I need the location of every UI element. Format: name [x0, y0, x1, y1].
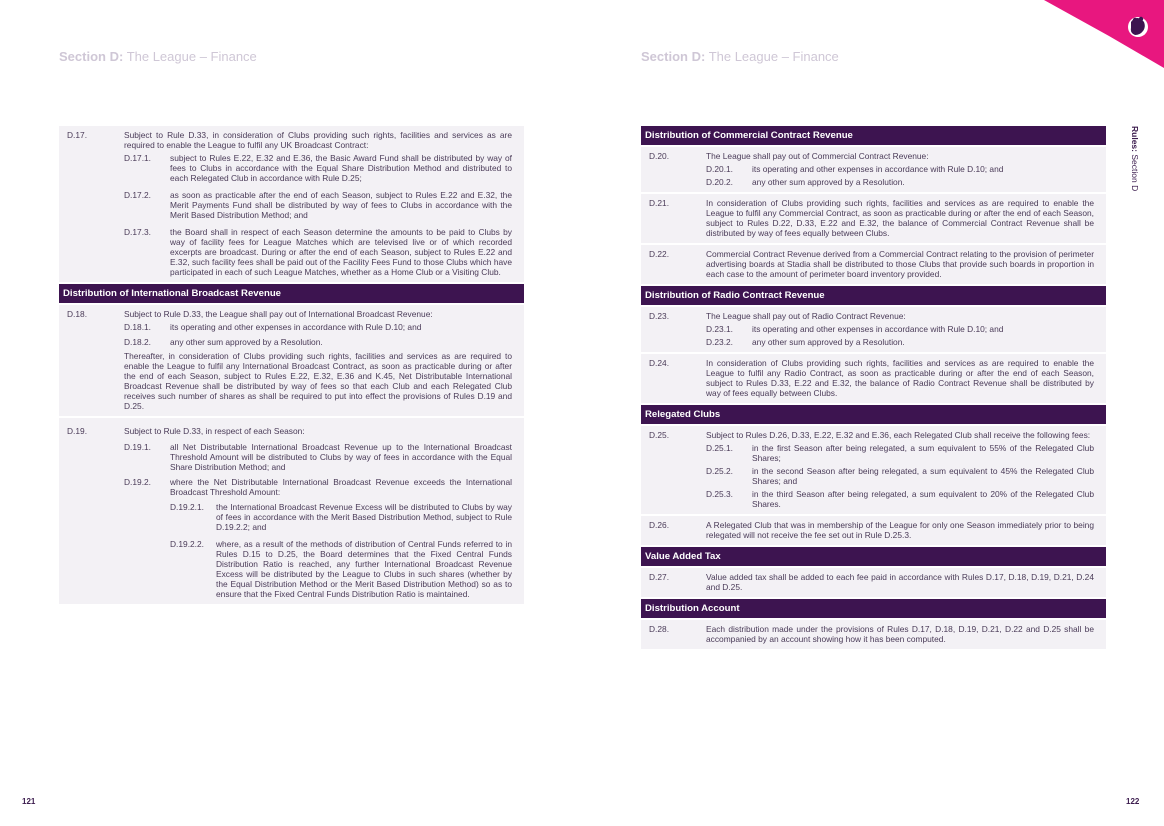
subrule-text: in the first Season after being relegated, a sum equivalent to 55% of the Relegated Club Shares;: [752, 443, 1094, 463]
right-column: [641, 126, 1106, 651]
subrule-text: its operating and other expenses in accordance with Rule D.10; and: [170, 322, 422, 332]
subrule-number: D.20.2.: [706, 177, 734, 187]
rule-text: Commercial Contract Revenue derived from a Commercial Contract relating to the provision of perimeter advertising boards at Stadia shall be distributed to those Clubs that provide such boards in proportion in each case to the amount of perimeter board inventory provided.: [706, 249, 1094, 279]
rule-number: D.22.: [649, 249, 670, 259]
subrule-number: D.20.1.: [706, 164, 734, 174]
subrule-text: subject to Rules E.22, E.32 and E.36, the Basic Award Fund shall be distributed by way of fees to Clubs in accordance with the Equal Share Distribution Method and distributed to each Relegated Club in accordance with Rule D.25;: [170, 153, 512, 183]
rule-d27: [641, 568, 1106, 597]
section-header-international: Distribution of International Broadcast Revenue: [59, 284, 524, 303]
rule-d23: [641, 307, 1106, 352]
subrule-text: where the Net Distributable International Broadcast Revenue exceeds the International Broadcast Threshold Amount:: [170, 477, 512, 497]
subrule-number: D.17.2.: [124, 190, 152, 200]
rule-number: D.27.: [649, 572, 670, 582]
rule-number: D.19.: [67, 426, 88, 436]
section-header-radio: Distribution of Radio Contract Revenue: [641, 286, 1106, 305]
subrule-number: D.23.1.: [706, 324, 734, 334]
subrule-text: any other sum approved by a Resolution.: [170, 337, 323, 347]
page-title-left: Section D: The League – Finance: [59, 49, 257, 64]
subrule-text: in the third Season after being relegated, a sum equivalent to 20% of the Relegated Club Shares.: [752, 489, 1094, 509]
subrule-text: its operating and other expenses in accordance with Rule D.10; and: [752, 324, 1004, 334]
section-header-vat: Value Added Tax: [641, 547, 1106, 566]
rule-text: Each distribution made under the provisions of Rules D.17, D.18, D.19, D.21, D.22 and D.25 shall be accompanied by an account showing how it has been computed.: [706, 624, 1094, 644]
rule-d24: [641, 354, 1106, 403]
subrule-text: all Net Distributable International Broadcast Revenue up to the International Broadcast Threshold Amount will be distributed to Clubs by way of fees in accordance with the Equal Share Distribution Method; and: [170, 442, 512, 472]
rule-text: In consideration of Clubs providing such rights, facilities and services as are required to enable the League to fulfil any Commercial Contract, as soon as practicable during or after the end of each Season, subject to Rules D.22, D.33, E.22 and E.32, the balance of Commercial Contract Revenue shall be distributed by way of fees equally between Clubs.: [706, 198, 1094, 238]
subrule-number: D.19.1.: [124, 442, 152, 452]
corner-decoration: [994, 0, 1164, 70]
rule-number: D.26.: [649, 520, 670, 530]
rule-number: D.24.: [649, 358, 670, 368]
subsubrule-text: the International Broadcast Revenue Excess will be distributed to Clubs by way of fees in accordance with the Merit Based Distribution Method, subject to Rule D.19.2.2; and: [216, 502, 512, 532]
rule-d26: [641, 516, 1106, 545]
subrule-number: D.25.3.: [706, 489, 734, 499]
rule-d18: [59, 305, 524, 416]
subsubrule-text: where, as a result of the methods of distribution of Central Funds referred to in Rules D.15 to D.25, the Board determines that the Fixed Central Funds Distribution Ratio is reached, any further International Broadcast Revenue Excess will be distributed by the League to Clubs in such shares (whether by the Equal Distribution Method or the Merit Based Distribution Method) so as to ensure that the Fixed Central Funds Distribution Ratio is maintained.: [216, 539, 512, 599]
subrule-number: D.18.2.: [124, 337, 152, 347]
subrule-number: D.19.2.: [124, 477, 152, 487]
rule-d28: [641, 620, 1106, 649]
subrule-text: its operating and other expenses in accordance with Rule D.10; and: [752, 164, 1004, 174]
rule-d17: [59, 126, 524, 282]
rule-text: In consideration of Clubs providing such rights, facilities and services as are required to enable the League to fulfil any Radio Contract, as soon as practicable during or after the end of each Season, subject to Rules D.33, E.22 and E.32, the balance of Radio Contract Revenue shall be distributed by way of fees equally between Clubs.: [706, 358, 1094, 398]
page-title-right: Section D: The League – Finance: [641, 49, 839, 64]
subrule-number: D.17.3.: [124, 227, 152, 237]
subrule-text: any other sum approved by a Resolution.: [752, 177, 905, 187]
rule-text: Subject to Rules D.26, D.33, E.22, E.32 and E.36, each Relegated Club shall receive the following fees:: [706, 430, 1091, 440]
rule-number: D.21.: [649, 198, 670, 208]
rule-d22: [641, 245, 1106, 284]
rule-number: D.23.: [649, 311, 670, 321]
rule-text: Value added tax shall be added to each fee paid in accordance with Rules D.17, D.18, D.19, D.21, D.24 and D.25.: [706, 572, 1094, 592]
rule-d19: [59, 418, 524, 604]
subrule-number: D.23.2.: [706, 337, 734, 347]
subrule-number: D.25.2.: [706, 466, 734, 476]
rule-number: D.18.: [67, 309, 88, 319]
rule-text: Subject to Rule D.33, the League shall pay out of International Broadcast Revenue:: [124, 309, 433, 319]
rule-d21: [641, 194, 1106, 243]
left-column: [59, 126, 524, 606]
rule-d25: [641, 426, 1106, 514]
rule-text: Subject to Rule D.33, in respect of each Season:: [124, 426, 305, 436]
rule-text: A Relegated Club that was in membership of the League for only one Season immediately prior to being relegated will not receive the fee set out in Rule D.25.3.: [706, 520, 1094, 540]
subsubrule-number: D.19.2.2.: [170, 539, 204, 549]
subrule-number: D.18.1.: [124, 322, 152, 332]
section-header-commercial: Distribution of Commercial Contract Revenue: [641, 126, 1106, 145]
rule-number: D.17.: [67, 130, 88, 140]
rule-number: D.28.: [649, 624, 670, 634]
rule-text: The League shall pay out of Commercial Contract Revenue:: [706, 151, 929, 161]
page-number-right: 122: [1126, 797, 1140, 806]
subrule-text: any other sum approved by a Resolution.: [752, 337, 905, 347]
subrule-number: D.25.1.: [706, 443, 734, 453]
subrule-text: the Board shall in respect of each Season determine the amounts to be paid to Clubs by way of facility fees for League Matches which are televised live or of which recorded excerpts are broadcast. During or after the end of each Season, subject to Rules E.22 and E.32, such facility fees shall be paid out of the Facility Fees Fund to those Clubs which have participated in each of such League Matches, whether as a Home Club or a Visiting Club.: [170, 227, 512, 277]
rule-d20: [641, 147, 1106, 192]
rule-number: D.25.: [649, 430, 670, 440]
rule-text: The League shall pay out of Radio Contract Revenue:: [706, 311, 906, 321]
rule-number: D.20.: [649, 151, 670, 161]
side-section-label: Rules: Section D: [1130, 126, 1140, 192]
subrule-number: D.17.1.: [124, 153, 152, 163]
section-header-relegated: Relegated Clubs: [641, 405, 1106, 424]
rule-paragraph: Thereafter, in consideration of Clubs providing such rights, facilities and services as are required to enable the League to fulfil any International Broadcast Contract, as soon as practicable during or after the end of each Season, subject to Rules E.22, E.32, E.36 and K.45, Net Distributable International Broadcast Revenue shall be distributed by way of fees so that each Club and each Relegated Club receives such number of shares as shall be required to put into effect the provisions of Rules D.19 and D.25.: [124, 351, 512, 411]
subrule-text: in the second Season after being relegated, a sum equivalent to 45% the Relegated Club Shares; and: [752, 466, 1094, 486]
subrule-text: as soon as practicable after the end of each Season, subject to Rules E.22 and E.32, the Merit Payments Fund shall be distributed by way of fees to Clubs in accordance with the Merit Based Distribution Method; and: [170, 190, 512, 220]
section-header-account: Distribution Account: [641, 599, 1106, 618]
rule-text: Subject to Rule D.33, in consideration of Clubs providing such rights, facilities and services as are required to enable the League to fulfil any UK Broadcast Contract:: [124, 130, 512, 150]
subsubrule-number: D.19.2.1.: [170, 502, 204, 512]
page-number-left: 121: [22, 797, 36, 806]
